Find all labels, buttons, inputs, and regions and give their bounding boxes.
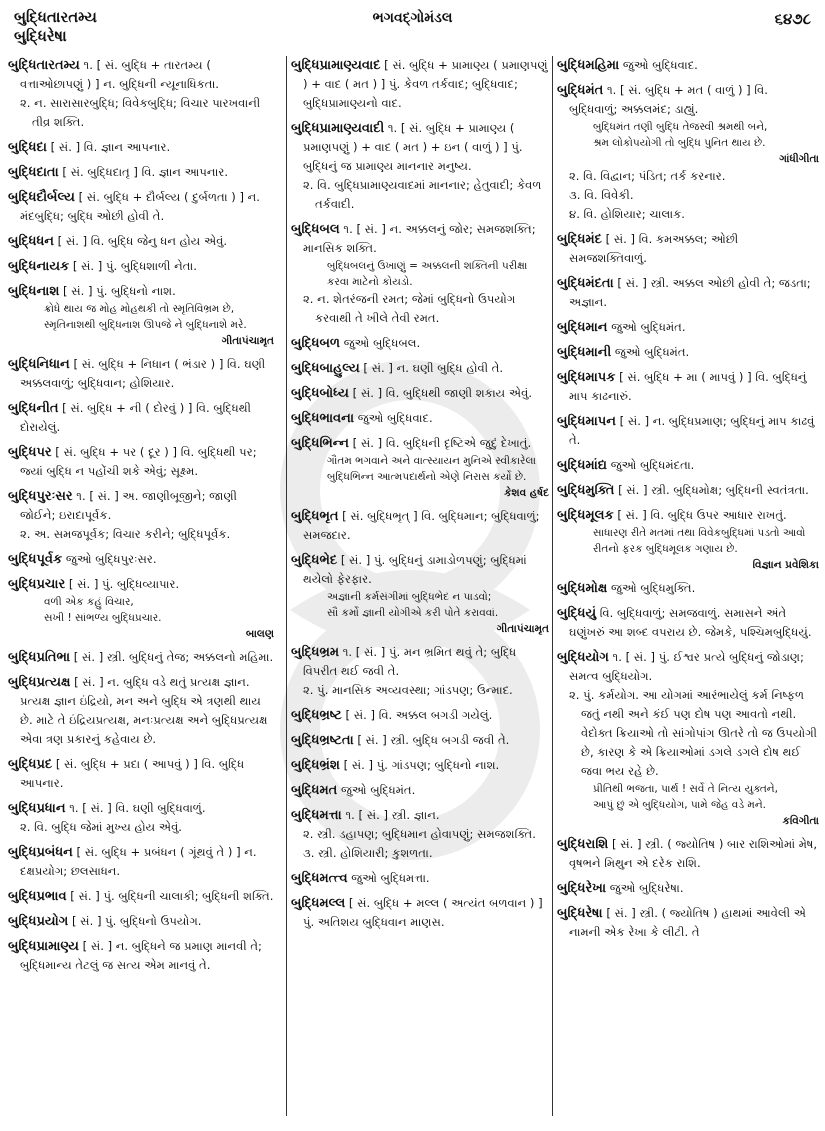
dictionary-entry — [557, 230, 819, 268]
citation-line: શ્રમ લોકોપયોગી તો બુદ્ધિ પુનિત થાય છે. — [593, 137, 766, 149]
dictionary-entry — [8, 188, 274, 226]
dictionary-entry — [557, 318, 819, 337]
dictionary-entry — [8, 843, 274, 881]
entry-headword: બુદ્ધિપ્રામાણ્યવાદી — [291, 121, 385, 136]
entry-definition: [ સં. ] વિ. બુદ્ધિ જેનુ ધન હોય એવું. — [57, 234, 228, 248]
dictionary-entry — [557, 835, 819, 873]
dictionary-entry — [8, 799, 274, 837]
entry-headword: બુદ્ધિબોધ્ય — [291, 386, 349, 401]
dictionary-entry — [8, 673, 274, 749]
entry-headword: બુદ્ધિમૂલક — [557, 508, 614, 523]
entry-headword: બુદ્ધિબાહુલ્ય — [291, 361, 360, 376]
first-guide-word: બુદ્ધિતારતમ્ય — [14, 8, 97, 26]
dictionary-entry — [291, 643, 549, 700]
entry-definition: [ સં. ] ન. ઘણી બુદ્ધિ હોવી તે. — [363, 361, 504, 375]
dictionary-entry — [557, 648, 819, 829]
entry-definition: જુઓ બુદ્ધિમત્તા. — [351, 871, 430, 885]
entry-definition: [ સં. બુદ્ધિ + ની ( દોરવું ) ] વિ. બુદ્ધિથી દોરાયેલું. — [20, 401, 251, 434]
entry-definition: [ સં. ] પું. બુદ્ધિની ચાલાકી; બુદ્ધિની શક્તિ. — [70, 889, 274, 903]
entry-headword: બુદ્ધિપ્રચાર — [8, 577, 66, 592]
entry-headword: બુદ્ધિપુરઃસર — [8, 489, 73, 504]
dictionary-entry — [291, 334, 549, 353]
entry-headword: બુદ્ધિપ્રદ — [8, 757, 53, 772]
entry-headword: બુદ્ધિમલ્લ — [291, 896, 346, 911]
entry-headword: બુદ્ધિમુક્તિ — [557, 483, 615, 498]
entry-definition: ૧. [ સં. ] પું. ઈશ્વર પ્રત્યે બુદ્ધિનું જોડાણ; સમત્વ બુદ્ધિયોગ. — [569, 650, 804, 683]
dictionary-entry — [291, 220, 549, 328]
dictionary-entry — [557, 481, 819, 500]
dictionary-entry — [8, 138, 274, 157]
dictionary-entry — [8, 443, 274, 481]
entry-headword: બુદ્ધિદા — [8, 140, 47, 155]
entry-definition: [ સં. ] પું. બુદ્ધિનું ડામાડોળપણું; બુદ્ધિમાં થયેલો ફેરફાર. — [303, 553, 527, 586]
entry-sense: ૩. સ્ત્રી. હોશિયારી; કુશળતા. — [303, 846, 433, 860]
dictionary-entry — [291, 551, 549, 637]
entry-headword: બુદ્ધિમાની — [557, 345, 612, 360]
entry-definition: [ સં. ] વિ. જ્ઞાન આપનાર. — [50, 140, 171, 154]
citation-source: કવિગીતા — [782, 815, 819, 827]
dictionary-entry — [8, 257, 274, 276]
entry-definition: ૧. [ સં. બુદ્ધિ + પ્રામાણ્ય ( પ્રમાણપણું ) + વાદ ( મત ) + ઇન ( વાળું ) ] પું. બુદ્ધિનું જ પ્રામાણ્ય માનનાર મનુષ્ય. — [303, 121, 523, 173]
dictionary-entry — [291, 384, 549, 403]
entry-definition: [ સં. બુદ્ધિ + નિધાન ( ભંડાર ) ] વિ. ઘણી અક્કલવાળું; બુદ્ધિવાન; હોશિયાર. — [20, 357, 266, 390]
dictionary-entry — [8, 937, 274, 975]
citation-line: સ્મૃતિનાશથી બુદ્ધિનાશ ઊપજે ને બુદ્ધિનાશે મરે. — [44, 319, 247, 331]
entry-headword: બુદ્ધિમાન — [557, 320, 608, 335]
entry-headword: બુદ્ધિબળ — [291, 336, 341, 351]
entry-headword: બુદ્ધિમહિમા — [557, 58, 620, 73]
dictionary-entry — [8, 648, 274, 667]
entry-headword: બુદ્ધિભ્રમ — [291, 645, 340, 660]
entry-definition: ૧. [ સં. ] અ. જાણીબૂજીને; જાણી જોઈને; ઇરાદાપૂર્વક. — [20, 489, 237, 522]
dictionary-entry — [8, 355, 274, 393]
entry-definition: [ સં. બુદ્ધિદાતૃ ] વિ. જ્ઞાન આપનાર. — [62, 165, 229, 179]
entry-headword: બુદ્ધિભ્રંશ — [291, 758, 340, 773]
entry-definition: [ સં. ] વિ. બુદ્ધિથી જાણી શકાય એવું. — [352, 386, 533, 400]
entry-definition: જુઓ બુદ્ધિવાદ. — [622, 58, 698, 72]
dictionary-entry — [557, 412, 819, 450]
entry-headword: બુદ્ધિભ્રષ્ટતા — [291, 733, 354, 748]
entry-headword: બુદ્ધિમોક્ષ — [557, 581, 608, 596]
dictionary-entry — [557, 274, 819, 312]
entry-sense: ૨. સ્ત્રી. ડહાપણ; બુદ્ધિમાન હોવાપણું; સમજશક્તિ. — [303, 827, 536, 841]
dictionary-entry — [557, 604, 819, 642]
dictionary-entry — [291, 756, 549, 775]
entry-headword: બુદ્ધિધન — [8, 234, 54, 249]
entry-definition: [ સં. ] પું. બુદ્ધિનો નાશ. — [63, 284, 176, 298]
entry-sense: ૨. પું. માનસિક અવ્યવસ્થા; ગાંડપણ; ઉન્માદ. — [303, 683, 513, 697]
entry-definition: જુઓ બુદ્ધિવાદ. — [357, 411, 433, 425]
dictionary-entry — [557, 579, 819, 598]
entry-definition: [ સં. ] ન. બુદ્ધિ વડે થતું પ્રત્યક્ષ જ્ઞાન. પ્રત્યક્ષ જ્ઞાન ઇંદ્રિયો, મન અને બુદ્ધિ એ ત્રણથી થાય છે. માટે તે ઇંદ્રિયપ્રત્યક્ષ, મનઃપ્રત્યક્ષ અને બુદ્ધિપ્રત્યક્ષ એવા ત્રણ પ્રકારનું કહેવાય છે. — [20, 675, 268, 746]
entry-definition: જુઓ બુદ્ધિમુક્તિ. — [611, 581, 696, 595]
entry-definition: ૧. [ સં. ] ન. અક્કલનું જોર; સમજશક્તિ; માનસિક શક્તિ. — [303, 222, 536, 255]
entry-headword: બુદ્ધિયોગ — [557, 650, 609, 665]
entry-headword: બુદ્ધિપ્રામાણ્યવાદ — [291, 58, 381, 73]
entry-definition: [ સં. ] પું. ગાંડપણ; બુદ્ધિનો નાશ. — [343, 758, 500, 772]
entry-headword: બુદ્ધિયું — [557, 606, 597, 621]
page-number: ૬૪૭૮ — [774, 10, 811, 28]
entry-definition: ૧. [ સં. ] સ્ત્રી. જ્ઞાન. — [345, 808, 440, 822]
dictionary-entry — [291, 781, 549, 800]
dictionary-entry — [8, 887, 274, 906]
entry-sense: ૨. વિ. બુદ્ધિપ્રામાણ્યવાદમાં માનનાર; હેતુવાદી; કેવળ તર્કવાદી. — [303, 178, 542, 211]
entry-sense: ૨. વિ. વિદ્વાન; પંડિત; તર્ક કરનાર. — [569, 169, 726, 183]
entry-headword: બુદ્ધિપ્રધાન — [8, 801, 66, 816]
entry-headword: બુદ્ધિમાપક — [557, 370, 616, 385]
dictionary-entry — [291, 731, 549, 750]
running-header — [0, 6, 825, 50]
column-3 — [552, 56, 819, 1116]
entry-definition: જુઓ બુદ્ધિમંદતા. — [610, 458, 695, 472]
entry-definition: જુઓ બુદ્ધિમંત. — [611, 320, 686, 334]
entry-definition: [ સં. બુદ્ધિ + મલ્લ ( અત્યંત બળવાન ) ] પું. અતિશય બુદ્ધિવાન માણસ. — [303, 896, 543, 929]
dictionary-columns — [0, 56, 825, 1126]
entry-headword: બુદ્ધિભ્રષ્ટ — [291, 708, 342, 723]
entry-definition: જુઓ બુદ્ધિબલ. — [343, 336, 421, 350]
entry-headword: બુદ્ધિમંત — [557, 83, 604, 98]
dictionary-entry — [8, 232, 274, 251]
dictionary-entry — [8, 912, 274, 931]
citation-source: ગાંધીગીતા — [779, 153, 819, 165]
entry-headword: બુદ્ધિપ્રત્યક્ષ — [8, 675, 71, 690]
entry-headword: બુદ્ધિભિન્ન — [291, 436, 349, 451]
dictionary-entry — [557, 56, 819, 75]
entry-definition: જુઓ બુદ્ધિમંત. — [614, 345, 690, 359]
entry-headword: બુદ્ધિપર — [8, 445, 52, 460]
citation-line: સૌ કર્મો જ્ઞાની યોગીએ કરી પોતે કરાવવાં. — [327, 607, 499, 619]
entry-sense: ૨. પું. કર્મયોગ. આ યોગમાં આરંભાયેલું કર્મ નિષ્ફળ જતું નથી અને કંઈ પણ દોષ પણ આવતો નથી. વેદોક્ત ક્રિયાઓ તો સાંગોપાંગ ઊતરે તો જ ઉપયોગી છે, કારણ કે એ ક્રિયાઓમાં ડગલે ડગલે દોષ થઈ જવા ભય રહે છે. — [569, 688, 817, 778]
dictionary-entry — [291, 706, 549, 725]
dictionary-entry — [8, 163, 274, 182]
citation-line: સાધારણ રીતે મતમાં તથા વિવેકબુદ્ધિમાં પડતો આવો રીતનો ફરક બુદ્ધિમૂલક ગણાય છે. — [593, 527, 806, 555]
citation-source: બાલણ — [245, 628, 274, 640]
book-title: ભગવદ્ગોમંડલ — [372, 10, 453, 26]
entry-definition: [ સં. ] સ્ત્રી. બુદ્ધિમોક્ષ; બુદ્ધિની સ્વતંત્રતા. — [618, 483, 809, 497]
dictionary-entry — [557, 81, 819, 224]
dictionary-entry — [557, 506, 819, 573]
entry-headword: બુદ્ધિભાવના — [291, 411, 354, 426]
citation-line: આપું છું એ બુદ્ધિયોગ, પામે જેહ વડે મને. — [593, 799, 767, 811]
citation-line: વળી એક કહું વિચાર, — [44, 596, 134, 608]
entry-definition: [ સં. ] સ્ત્રી. અક્કલ ઓછી હોવી તે; જડતા; અજ્ઞાન. — [569, 276, 811, 309]
entry-definition: ૧. [ સં. બુદ્ધિ + મત ( વાળું ) ] વિ. બુદ્ધિવાળું; અક્કલમંદ; ડાહ્યું. — [569, 83, 768, 116]
dictionary-entry — [8, 575, 274, 642]
entry-sense: ૩. વિ. વિવેકી. — [569, 188, 634, 202]
citation-line: બુદ્ધિબલનું ઉખાણું = અક્કલની શક્તિની પરીક્ષા કરવા માટેનો કોયડો. — [327, 260, 528, 288]
citation-source: ગીતાપંચામૃત — [221, 335, 274, 347]
entry-definition: [ સં. ] વિ. બુદ્ધિની દૃષ્ટિએ જુદું દેખાતું. — [352, 436, 532, 450]
column-1 — [8, 56, 274, 1116]
entry-headword: બુદ્ધિરેષા — [557, 906, 603, 921]
entry-definition: [ સં. બુદ્ધિ + મા ( માપવું ) ] વિ. બુદ્ધિનું માપ કાઢનારું. — [569, 370, 807, 403]
entry-sense: ૨. ન. શેતરંજની રમત; જેમાં બુદ્ધિનો ઉપયોગ કરવાથી તે ખીલે તેવી રમત. — [303, 292, 516, 325]
dictionary-entry — [291, 806, 549, 863]
entry-headword: બુદ્ધિનાયક — [8, 259, 70, 274]
citation-line: ગૌતમ ભગવાને અને વાત્સ્યાયન મુનિએ સ્વીકારેલા બુદ્ધિભિન્ન આત્મપદાર્થનો એણે નિરાસ કર્યો છે. — [327, 455, 536, 483]
entry-headword: બુદ્ધિભેદ — [291, 553, 338, 568]
entry-definition: જુઓ બુદ્ધિપુરઃસર. — [65, 552, 157, 566]
entry-headword: બુદ્ધિનીત — [8, 401, 59, 416]
entry-definition: [ સં. બુદ્ધિભૃત્ ] વિ. બુદ્ધિમાન; બુદ્ધિવાળું; સમજદાર. — [303, 509, 540, 542]
entry-definition: [ સં. ] પું. બુદ્ધિશાળી નેતા. — [72, 259, 197, 273]
entry-definition: [ સં. ] વિ. બુદ્ધિ ઉપર આધાર રાખતું. — [617, 508, 787, 522]
entry-definition: [ સં. ] ન. બુદ્ધિને જ પ્રમાણ માનવી તે; બુદ્ધિમાન્ય તેટલું જ સત્ય એમ માનવું તે. — [20, 939, 262, 972]
column-2 — [286, 56, 549, 1116]
entry-headword: બુદ્ધિપ્રયોગ — [8, 914, 69, 929]
dictionary-entry — [557, 343, 819, 362]
entry-headword: બુદ્ધિમત્ત્વ — [291, 871, 348, 886]
entry-sense: ૨. વિ. બુદ્ધિ જેમાં મુખ્ય હોય એવું. — [20, 820, 182, 834]
dictionary-entry — [291, 409, 549, 428]
citation-source: કેશવ હર્ષદ — [504, 487, 549, 499]
entry-headword: બુદ્ધિપ્રબંધન — [8, 845, 73, 860]
entry-definition: ૧. [ સં. ] વિ. ઘણી બુદ્ધિવાળું. — [69, 801, 206, 815]
entry-headword: બુદ્ધિમત — [291, 783, 338, 798]
entry-definition: [ સં. ] પું. બુદ્ધિવ્યાપાર. — [68, 577, 180, 591]
entry-definition: [ સં. બુદ્ધિ + પ્રબંધન ( ગૂંથવું તે ) ] ન. દક્ષપ્રયોગ; છલસાધન. — [20, 845, 257, 878]
dictionary-entry — [291, 507, 549, 545]
entry-definition: ૧. [ સં. ] પું. મન ભ્રમિત થવું તે; બુદ્ધિ વિપરીત થઈ જવી તે. — [303, 645, 517, 678]
entry-headword: બુદ્ધિમત્તા — [291, 808, 342, 823]
entry-definition: [ સં. બુદ્ધિ + દૌર્બલ્ય ( દુર્બળતા ) ] ન. મંદબુદ્ધિ; બુદ્ધિ ઓછી હોવી તે. — [20, 190, 260, 223]
dictionary-entry — [557, 904, 819, 942]
entry-headword: બુદ્ધિપ્રતિભા — [8, 650, 71, 665]
entry-definition: [ સં. ] સ્ત્રી. ( જ્યોતિષ ) બાર રાશિઓમાં મેષ, વૃષભને મિથુન એ દરેક રાશિ. — [569, 837, 818, 870]
entry-headword: બુદ્ધિપ્રામાણ્ય — [8, 939, 79, 954]
citation-line: અજ્ઞાની કર્મસંગીમાં બુદ્ધિભેદ ન પાડવો; — [327, 591, 492, 603]
citation-line: ક્રોધે થાય જ મોહ મોહથકી તો સ્મૃતિવિભ્રમ છે, — [44, 303, 235, 315]
entry-headword: બુદ્ધિરેખા — [557, 881, 607, 896]
citation-line: બુદ્ધિમંત તણી બુદ્ધિ તેજસ્વી શ્રમથી બને, — [593, 121, 768, 133]
entry-headword: બુદ્ધિપ્રભાવ — [8, 889, 67, 904]
entry-headword: બુદ્ધિપૂર્વક — [8, 552, 63, 567]
entry-definition: [ સં. ] સ્ત્રી. ( જ્યોતિષ ) હાથમાં આવેલી એ નામની એક રેખા કે લીટી. તે — [569, 906, 807, 939]
entry-headword: બુદ્ધિદાતા — [8, 165, 59, 180]
dictionary-entry — [291, 359, 549, 378]
dictionary-entry — [291, 434, 549, 501]
entry-headword: બુદ્ધિનાશ — [8, 284, 60, 299]
entry-headword: બુદ્ધિતારતમ્ય — [8, 58, 80, 73]
last-guide-word: બુદ્ધિરેષા — [14, 27, 67, 45]
citation-line: સખી ! સાંભળ્ય બુદ્ધિપ્રચાર. — [44, 612, 162, 624]
entry-definition: [ સં. ] વિ. કમઅક્કલ; ઓછી સમજશક્તિવાળું. — [569, 232, 739, 265]
dictionary-entry — [291, 119, 549, 214]
entry-definition: [ સં. ] પું. બુદ્ધિનો ઉપયોગ. — [71, 914, 202, 928]
dictionary-entry — [8, 755, 274, 793]
dictionary-entry — [8, 399, 274, 437]
dictionary-entry — [8, 56, 274, 132]
entry-definition: જુઓ બુદ્ધિમંત. — [340, 783, 416, 797]
dictionary-entry — [557, 456, 819, 475]
entry-definition: જુઓ બુદ્ધિરેષા. — [609, 881, 684, 895]
dictionary-entry — [8, 550, 274, 569]
dictionary-entry — [8, 487, 274, 544]
entry-sense: ૪. વિ. હોશિયાર; ચાલાક. — [569, 207, 685, 221]
entry-definition: [ સં. બુદ્ધિ + પ્રામાણ્ય ( પ્રમાણપણું ) + વાદ ( મત ) ] પું. કેવળ તર્કવાદ; બુદ્ધિવાદ; બુદ્ધિપ્રામાણ્યનો વાદ. — [303, 58, 548, 110]
entry-headword: બુદ્ધિભૃત — [291, 509, 339, 524]
entry-definition: [ સં. બુદ્ધિ + પ્રદા ( આપવું ) ] વિ. બુદ્ધિ આપનાર. — [20, 757, 245, 790]
entry-sense: ૨. અ. સમજપૂર્વક; વિચાર કરીને; બુદ્ધિપૂર્વક. — [20, 527, 231, 541]
entry-headword: બુદ્ધિનિધાન — [8, 357, 70, 372]
entry-definition: [ સં. ] વિ. અક્કલ બગડી ગયેલું. — [345, 708, 493, 722]
citation-line: પ્રીતિથી ભજતા, પાર્થ ! સર્વે તે નિત્ય યુક્તને, — [593, 783, 778, 795]
dictionary-entry — [557, 879, 819, 898]
entry-definition: [ સં. ] સ્ત્રી. બુદ્ધિ બગડી જવી તે. — [357, 733, 510, 747]
dictionary-entry — [291, 56, 549, 113]
entry-definition: વિ. બુદ્ધિવાળું; સમજવાળું. સમાસને અંતે ઘણુંખરું આ શબ્દ વપરાય છે. જેમકે, પશ્ચિમબુદ્ધિયું. — [569, 606, 812, 639]
entry-headword: બુદ્ધિરાશિ — [557, 837, 609, 852]
dictionary-entry — [291, 894, 549, 932]
entry-headword: બુદ્ધિમાપન — [557, 414, 616, 429]
entry-sense: ૨. ન. સારાસારબુદ્ધિ; વિવેકબુદ્ધિ; વિચાર પારખવાની તીવ્ર શક્તિ. — [20, 96, 261, 129]
entry-headword: બુદ્ધિમંદતા — [557, 276, 614, 291]
entry-headword: બુદ્ધિમાંદ્ય — [557, 458, 608, 473]
entry-headword: બુદ્ધિબલ — [291, 222, 340, 237]
entry-headword: બુદ્ધિદૌર્બલ્ય — [8, 190, 75, 205]
dictionary-entry — [557, 368, 819, 406]
entry-definition: [ સં. ] સ્ત્રી. બુદ્ધિનું તેજ; અક્કલનો મહિમા. — [73, 650, 274, 664]
entry-definition: ૧. [ સં. બુદ્ધિ + તારતમ્ય ( વત્તાઓછાપણું ) ] ન. બુદ્ધિની ન્યૂનાધિકતા. — [20, 58, 219, 91]
dictionary-entry — [291, 869, 549, 888]
citation-source: ગીતાપંચામૃત — [496, 623, 549, 635]
entry-definition: [ સં. બુદ્ધિ + પર ( દૂર ) ] વિ. બુદ્ધિથી પર; જ્યાં બુદ્ધિ ન પહોંચી શકે એવું; સૂક્ષ્મ. — [20, 445, 257, 478]
entry-definition: [ સં. ] ન. બુદ્ધિપ્રમાણ; બુદ્ધિનું માપ કાઢવું તે. — [569, 414, 815, 447]
citation-source: વિજ્ઞાન પ્રવેશિકા — [752, 559, 819, 571]
dictionary-entry — [8, 282, 274, 349]
entry-headword: બુદ્ધિમંદ — [557, 232, 602, 247]
